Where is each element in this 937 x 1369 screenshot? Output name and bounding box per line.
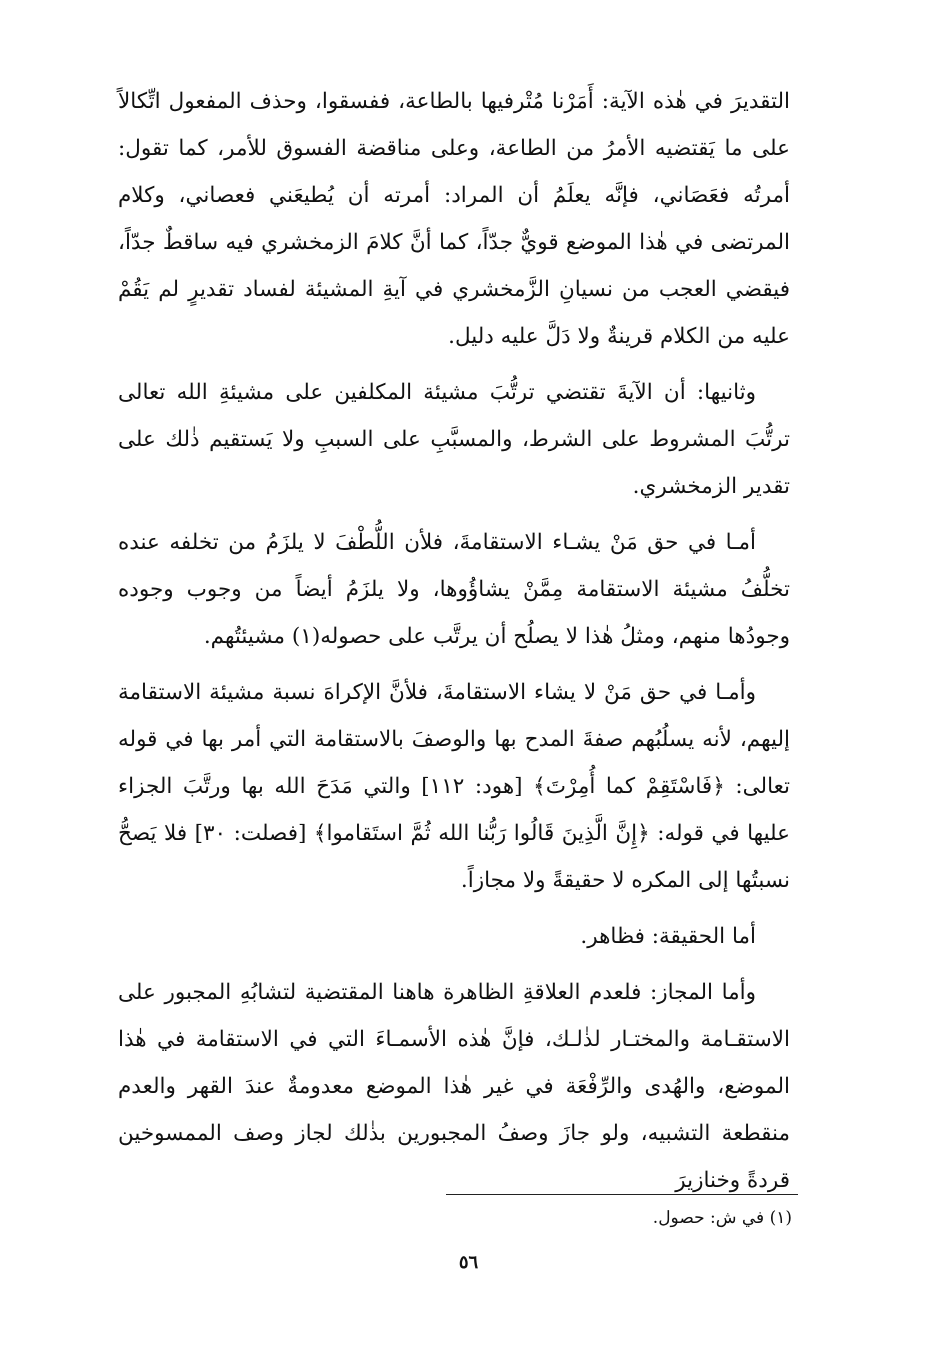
paragraph-unwilling: وأمـا في حق مَنْ لا يشاء الاستقامةَ، فلأنَّ الإكراهَ نسبة مشيئة الاستقامة إليهم، لأنه يسلُبُهم صفةَ المدح بها والوصفَ بالاستقامة التي أمر بها في قوله تعالى: ﴿فَاسْتَقِمْ كما أُمِرْتَ﴾ [هود: ١١٢] والتي مَدَحَ الله بها ورتَّبَ الجزاء عليها في قوله: ﴿إِنَّ الَّذِينَ قَالُوا رَبُّنا الله ثُمَّ استَقاموا﴾ [فصلت: ٣٠] فلا يَصحُّ نسبتُها إلى المكره لا حقيقةً ولا مجازاً. (118, 680, 791, 893)
footnote-divider (446, 1194, 798, 1195)
paragraph-second-reason: وثانيها: أن الآيةَ تقتضي ترتُّبَ مشيئة المكلفين على مشيئةِ الله تعالى ترتُّبَ المشروط على الشرط، والمسبَّبِ على السببِ ولا يَستقيم ذٰلك على تقدير الزمخشري. (118, 380, 790, 499)
paragraph-figurative: وأما المجاز: فلعدم العلاقةِ الظاهرة هاهنا المقتضية لتشابُهِ المجبور على الاستقـامة والمختـار لذٰلـك، فإنَّ هٰذه الأسمـاءَ التي في الاستقامة في هٰذا الموضع، والهُدى والرِّفْعَة في غير هٰذا الموضع معدومةٌ عندَ القهر والعدم منقطعة التشبيه، ولو جازَ وصفُ المجبورين بذٰلك لجاز وصف الممسوخين قردةً وخنازيرَ (118, 980, 790, 1193)
paragraph-willing: أمـا في حق مَنْ يشـاء الاستقامةَ، فلأن اللُّطْفَ لا يلزَمُ من تخلفه عنده تخلُّفُ مشيئة الاستقامة مِمَّنْ يشاؤُوها، ولا يلزَمُ أيضاً من وجوب وجوده وجودُها منهم، ومثلُ هٰذا لا يصلُح أن يرتَّب على حصوله(١) مشيئتُهم. (118, 530, 790, 649)
body-text (118, 78, 790, 1213)
page-number: ٥٦ (458, 1252, 479, 1273)
paragraph-continuation: التقديرَ في هٰذه الآية: أَمَرْنا مُتْرفيها بالطاعة، ففسقوا، وحذف المفعول اتِّكالاً على ما يَقتضيه الأمرُ من الطاعة، وعلى مناقضة الفسوق للأمر، كما تقول: أمرتُه فعَصَاني، فإنَّه يعلَمُ أن المراد: أمرته أن يُطيعَني فعصاني، وكلام المرتضى في هٰذا الموضع قويٌّ جدّاً، كما أنَّ كلامَ الزمخشري فيه ساقطٌ جدّاً، فيقضي العجب من نسيانِ الزَّمخشري في آيةِ المشيئة لفساد تقديرٍ لم يَقُمْ عليه من الكلام قرينةٌ ولا دَلَّ عليه دليل. (118, 89, 790, 349)
paragraph-literal: أما الحقيقة: فظاهر. (580, 924, 756, 949)
footnote: (١) في ش: حصول. (652, 1208, 792, 1228)
